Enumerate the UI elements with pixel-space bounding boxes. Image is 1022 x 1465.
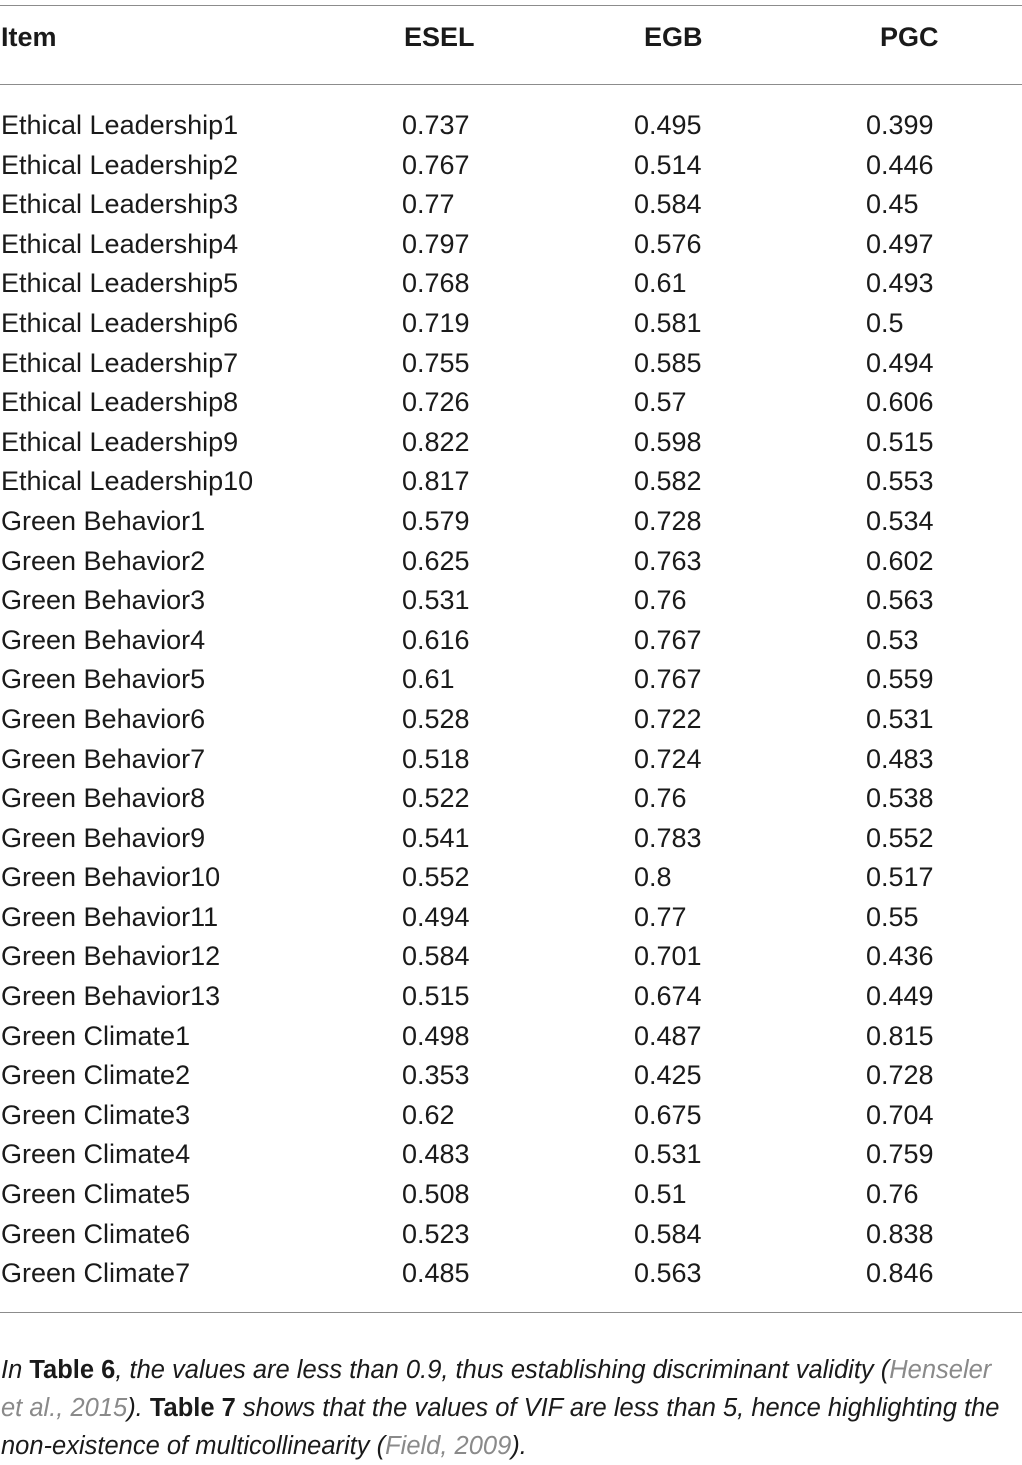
cell-esel: 0.528 — [402, 703, 470, 734]
cell-esel: 0.719 — [402, 307, 470, 338]
header-pgc: PGC — [880, 22, 939, 52]
cell-item: Green Behavior10 — [1, 862, 221, 893]
cell-egb: 0.581 — [634, 307, 702, 338]
cell-esel: 0.755 — [402, 347, 470, 378]
cell-esel: 0.541 — [402, 822, 470, 853]
cell-item: Green Behavior9 — [1, 822, 206, 853]
table-row — [0, 660, 1022, 700]
cell-egb: 0.76 — [634, 585, 687, 616]
cell-item: Green Behavior7 — [1, 743, 206, 774]
caption-text: shows that the values of VIF are less than 5, hence highlighting the non-existence of multicollinearity ( — [1, 1393, 1000, 1460]
cell-pgc: 0.497 — [866, 228, 934, 259]
table-row — [0, 423, 1022, 463]
cell-egb: 0.728 — [634, 505, 702, 536]
cell-pgc: 0.55 — [866, 901, 919, 932]
table-row — [0, 858, 1022, 898]
cell-esel: 0.797 — [402, 228, 470, 259]
cell-esel: 0.483 — [402, 1139, 470, 1170]
cell-item: Ethical Leadership7 — [1, 347, 239, 378]
header-esel: ESEL — [404, 22, 475, 52]
table-row — [0, 1254, 1022, 1294]
cell-esel: 0.494 — [402, 901, 470, 932]
table-row — [0, 581, 1022, 621]
cell-item: Green Climate4 — [1, 1139, 191, 1170]
cell-esel: 0.518 — [402, 743, 470, 774]
table-row — [0, 264, 1022, 304]
table-bottom-rule — [0, 1312, 1022, 1313]
cell-esel: 0.508 — [402, 1179, 470, 1210]
cell-item: Green Behavior2 — [1, 545, 206, 576]
cell-pgc: 0.534 — [866, 505, 934, 536]
cell-egb: 0.722 — [634, 703, 702, 734]
cell-pgc: 0.553 — [866, 466, 934, 497]
cell-esel: 0.485 — [402, 1258, 470, 1289]
table-row — [0, 106, 1022, 146]
cell-egb: 0.51 — [634, 1179, 687, 1210]
cell-egb: 0.584 — [634, 189, 702, 220]
cell-egb: 0.767 — [634, 624, 702, 655]
table-row — [0, 304, 1022, 344]
caption-text: ). — [127, 1393, 150, 1422]
cell-item: Green Behavior4 — [1, 624, 206, 655]
cell-pgc: 0.815 — [866, 1020, 934, 1051]
table-row — [0, 1135, 1022, 1175]
table-row — [0, 146, 1022, 186]
cell-pgc: 0.399 — [866, 110, 934, 140]
table-row — [0, 344, 1022, 384]
table-row — [0, 937, 1022, 977]
cell-item: Ethical Leadership5 — [1, 268, 239, 299]
cell-esel: 0.726 — [402, 387, 470, 418]
cell-pgc: 0.552 — [866, 822, 934, 853]
cell-item: Green Behavior1 — [1, 505, 206, 536]
cell-pgc: 0.494 — [866, 347, 934, 378]
cell-pgc: 0.838 — [866, 1218, 934, 1249]
table-top-rule — [0, 5, 1022, 6]
cell-pgc: 0.493 — [866, 268, 934, 299]
cell-item: Ethical Leadership1 — [1, 110, 239, 140]
cell-pgc: 0.5 — [866, 307, 904, 338]
cell-egb: 0.763 — [634, 545, 702, 576]
cell-esel: 0.817 — [402, 466, 470, 497]
cell-pgc: 0.483 — [866, 743, 934, 774]
table-row — [0, 621, 1022, 661]
cell-item: Green Climate2 — [1, 1060, 191, 1091]
cell-esel: 0.77 — [402, 189, 455, 220]
cell-esel: 0.616 — [402, 624, 470, 655]
cell-egb: 0.425 — [634, 1060, 702, 1091]
table-row — [0, 1096, 1022, 1136]
cell-pgc: 0.606 — [866, 387, 934, 418]
cell-egb: 0.783 — [634, 822, 702, 853]
cell-esel: 0.531 — [402, 585, 470, 616]
cell-item: Ethical Leadership10 — [1, 466, 254, 497]
table-row — [0, 542, 1022, 582]
table-header-rule — [0, 84, 1022, 85]
table-row — [0, 700, 1022, 740]
cell-esel: 0.584 — [402, 941, 470, 972]
cell-item: Green Behavior11 — [1, 901, 219, 932]
cell-item: Green Climate3 — [1, 1099, 191, 1130]
cell-egb: 0.495 — [634, 110, 702, 140]
cell-esel: 0.768 — [402, 268, 470, 299]
cell-item: Ethical Leadership9 — [1, 426, 239, 457]
header-egb: EGB — [644, 22, 703, 52]
cell-item: Ethical Leadership6 — [1, 307, 239, 338]
cell-esel: 0.62 — [402, 1099, 455, 1130]
table-row — [0, 779, 1022, 819]
cell-egb: 0.487 — [634, 1020, 702, 1051]
cell-esel: 0.522 — [402, 783, 470, 814]
cell-egb: 0.8 — [634, 862, 672, 893]
table-row — [0, 502, 1022, 542]
table-row — [0, 977, 1022, 1017]
cell-item: Ethical Leadership4 — [1, 228, 239, 259]
table-row — [0, 225, 1022, 265]
cell-pgc: 0.515 — [866, 426, 934, 457]
cell-egb: 0.585 — [634, 347, 702, 378]
table-header-row — [0, 22, 1022, 68]
cell-item: Green Behavior8 — [1, 783, 206, 814]
cell-pgc: 0.76 — [866, 1179, 919, 1210]
cell-egb: 0.582 — [634, 466, 702, 497]
cell-pgc: 0.559 — [866, 664, 934, 695]
cell-egb: 0.701 — [634, 941, 702, 972]
table-row — [0, 1056, 1022, 1096]
cell-egb: 0.675 — [634, 1099, 702, 1130]
cell-esel: 0.822 — [402, 426, 470, 457]
cell-pgc: 0.704 — [866, 1099, 934, 1130]
cell-item: Green Behavior12 — [1, 941, 221, 972]
cell-esel: 0.767 — [402, 149, 470, 180]
cell-pgc: 0.759 — [866, 1139, 934, 1170]
table-row — [0, 1175, 1022, 1215]
table-row — [0, 1215, 1022, 1255]
cell-esel: 0.737 — [402, 110, 470, 140]
cell-pgc: 0.53 — [866, 624, 919, 655]
cell-egb: 0.61 — [634, 268, 687, 299]
table-body — [0, 106, 1022, 1294]
citation-field-link[interactable]: Field, 2009 — [385, 1431, 512, 1460]
cell-esel: 0.515 — [402, 981, 470, 1012]
table-7-link[interactable]: Table 7 — [149, 1393, 236, 1422]
cell-egb: 0.563 — [634, 1258, 702, 1289]
cell-egb: 0.584 — [634, 1218, 702, 1249]
cell-esel: 0.625 — [402, 545, 470, 576]
cell-item: Green Behavior3 — [1, 585, 206, 616]
cell-egb: 0.57 — [634, 387, 687, 418]
table-row — [0, 1017, 1022, 1057]
cell-egb: 0.767 — [634, 664, 702, 695]
table-row — [0, 819, 1022, 859]
cell-item: Green Behavior6 — [1, 703, 206, 734]
cell-pgc: 0.538 — [866, 783, 934, 814]
cell-pgc: 0.436 — [866, 941, 934, 972]
cell-pgc: 0.563 — [866, 585, 934, 616]
cell-esel: 0.353 — [402, 1060, 470, 1091]
cell-egb: 0.531 — [634, 1139, 702, 1170]
cell-esel: 0.498 — [402, 1020, 470, 1051]
cell-esel: 0.523 — [402, 1218, 470, 1249]
header-item: Item — [1, 22, 57, 52]
cell-esel: 0.552 — [402, 862, 470, 893]
cell-item: Ethical Leadership3 — [1, 189, 239, 220]
table-row — [0, 383, 1022, 423]
caption-text: , the values are less than 0.9, thus establishing discriminant validity ( — [115, 1355, 890, 1384]
cell-pgc: 0.446 — [866, 149, 934, 180]
cell-item: Green Climate1 — [1, 1020, 191, 1051]
cell-egb: 0.514 — [634, 149, 702, 180]
table-row — [0, 740, 1022, 780]
cell-item: Green Climate5 — [1, 1179, 191, 1210]
cell-pgc: 0.517 — [866, 862, 934, 893]
caption-paragraph — [1, 1351, 1016, 1465]
cell-esel: 0.579 — [402, 505, 470, 536]
cell-pgc: 0.846 — [866, 1258, 934, 1289]
cell-item: Green Behavior5 — [1, 664, 206, 695]
cell-pgc: 0.728 — [866, 1060, 934, 1091]
table-row — [0, 898, 1022, 938]
cell-egb: 0.598 — [634, 426, 702, 457]
cell-pgc: 0.602 — [866, 545, 934, 576]
cell-item: Green Climate7 — [1, 1258, 191, 1289]
cell-egb: 0.576 — [634, 228, 702, 259]
table-6-link[interactable]: Table 6 — [29, 1355, 116, 1384]
cell-egb: 0.76 — [634, 783, 687, 814]
cell-item: Green Climate6 — [1, 1218, 191, 1249]
table-row — [0, 185, 1022, 225]
cell-item: Green Behavior13 — [1, 981, 221, 1012]
caption-text: ). — [511, 1431, 527, 1460]
citation-henseler-link[interactable]: Henseler et al., 2015 — [1, 1355, 992, 1422]
table-row — [0, 462, 1022, 502]
cell-esel: 0.61 — [402, 664, 455, 695]
cell-egb: 0.77 — [634, 901, 687, 932]
cell-pgc: 0.531 — [866, 703, 934, 734]
cell-pgc: 0.45 — [866, 189, 919, 220]
cell-egb: 0.674 — [634, 981, 702, 1012]
cell-item: Ethical Leadership2 — [1, 149, 239, 180]
cell-item: Ethical Leadership8 — [1, 387, 239, 418]
caption-text: In — [1, 1355, 30, 1384]
cell-pgc: 0.449 — [866, 981, 934, 1012]
cell-egb: 0.724 — [634, 743, 702, 774]
